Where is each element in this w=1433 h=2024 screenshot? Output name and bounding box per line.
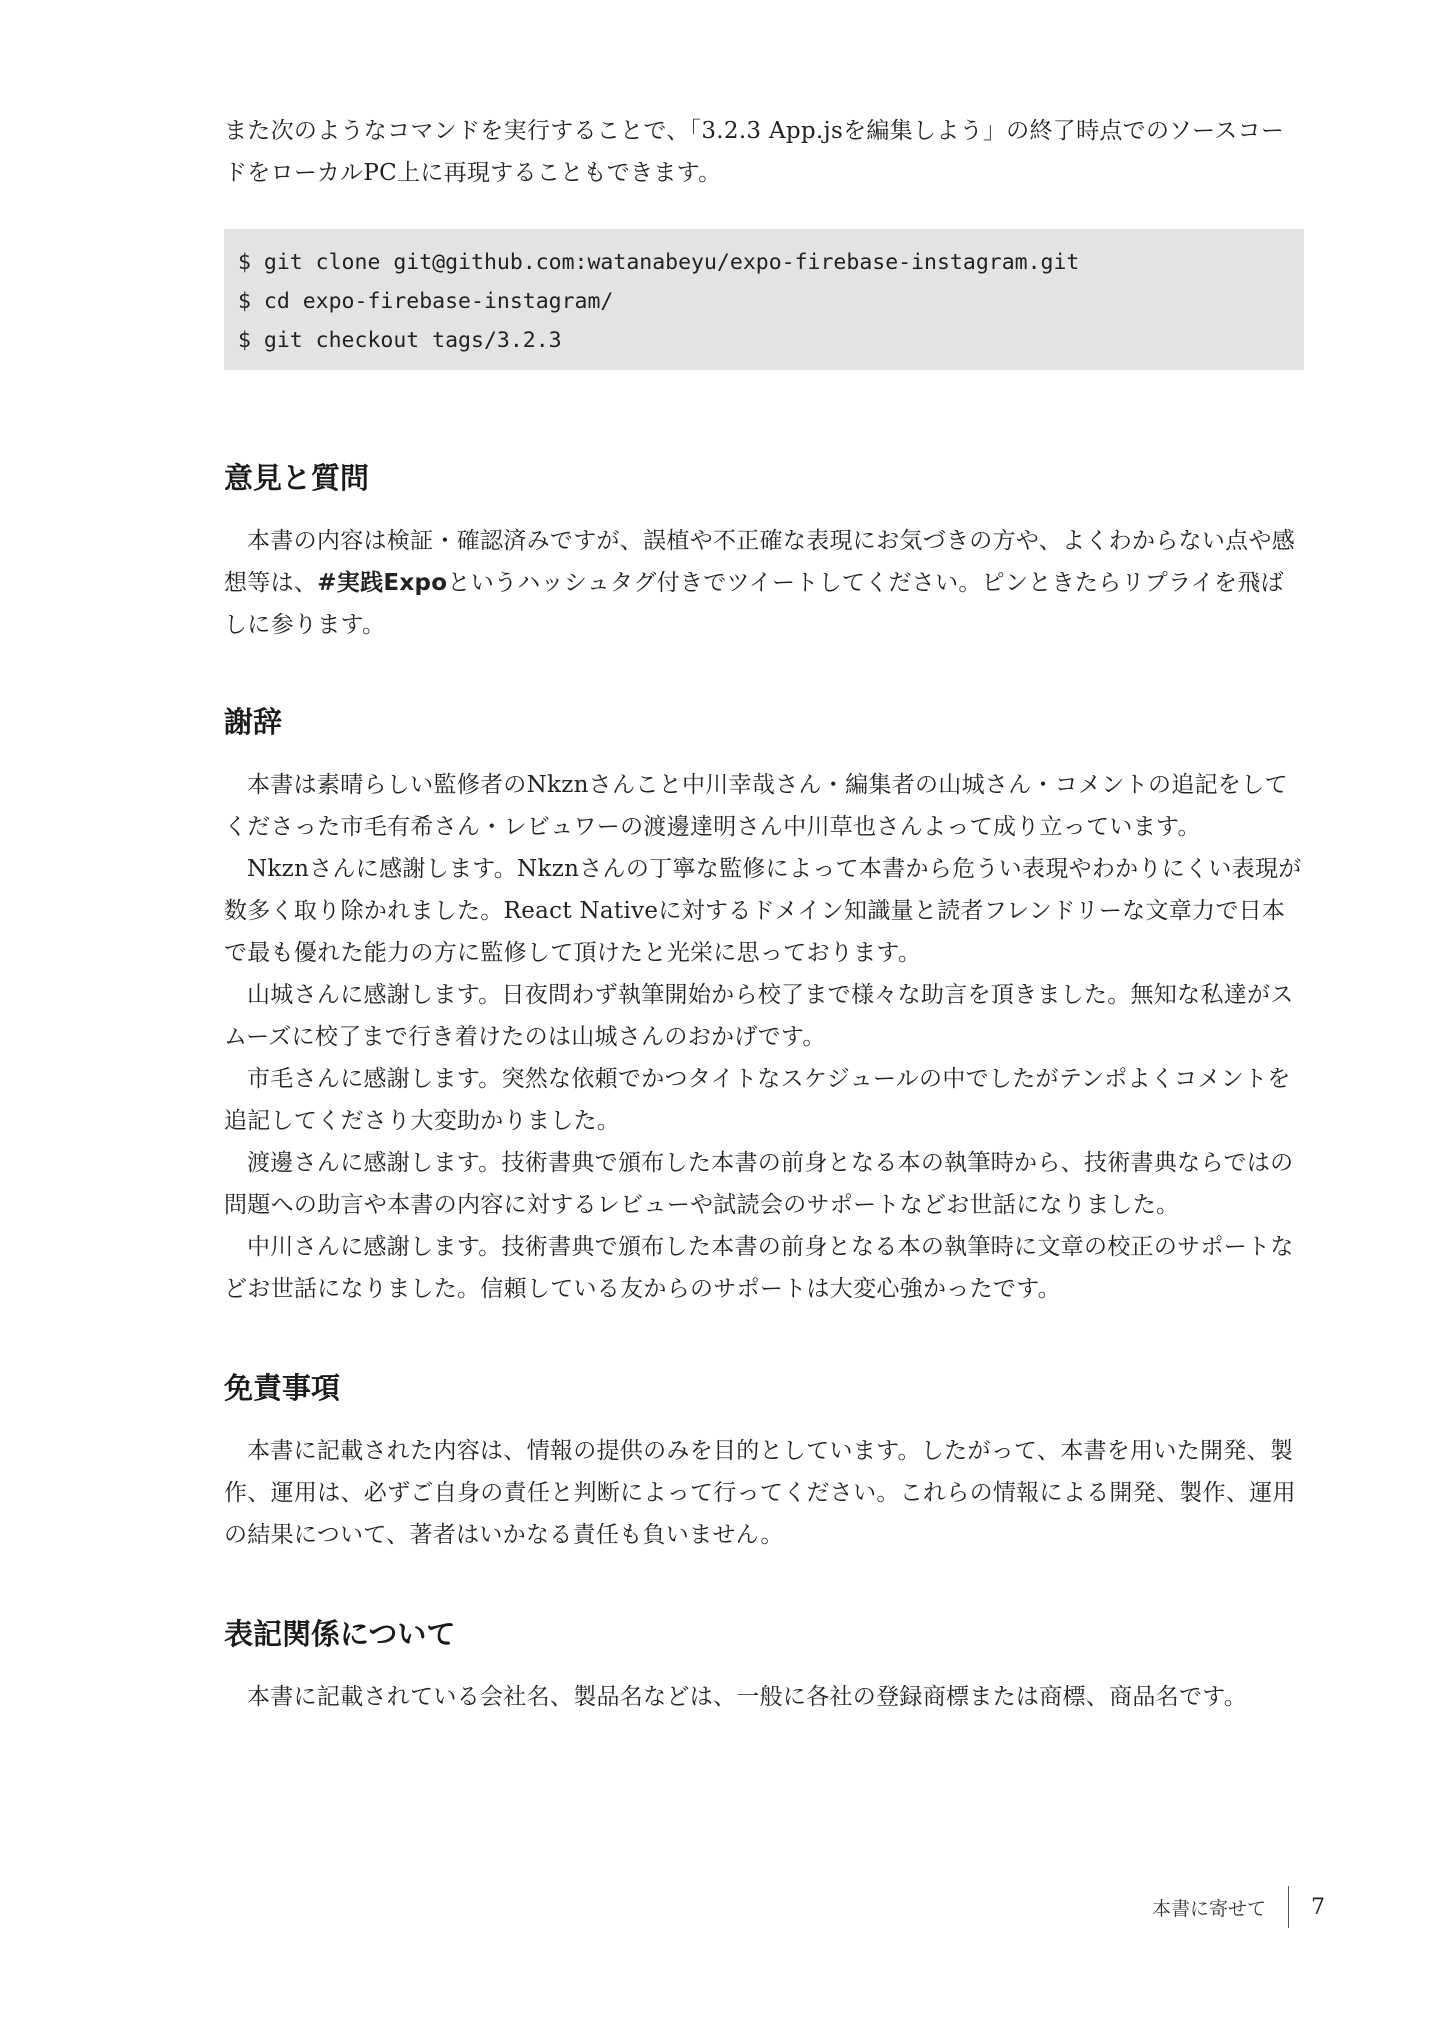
main-content [224, 110, 1304, 1718]
intro-paragraph: また次のようなコマンドを実行することで、「3.2.3 App.jsを編集しよう」の終了時点でのソースコードをローカルPC上に再現することもできます。 [224, 118, 1285, 186]
code-line: $ git clone git@github.com:watanabeyu/expo-firebase-instagram.git [238, 250, 1080, 275]
section-heading-opinion: 意見と質問 [224, 461, 370, 495]
thanks-paragraph: 渡邊さんに感謝します。技術書典で頒布した本書の前身となる本の執筆時から、技術書典ならではの問題への助言や本書の内容に対するレビューや試読会のサポートなどお世話になりました。 [224, 1150, 1294, 1218]
code-line: $ cd expo-firebase-instagram/ [238, 289, 614, 314]
opinion-text-after: というハッシュタグ付きでツイートしてください。ピンときたらリプライを飛ばしに参ります。 [224, 570, 1284, 638]
thanks-paragraph: 本書は素晴らしい監修者のNkznさんこと中川幸哉さん・編集者の山城さん・コメントの追記をしてくださった市毛有希さん・レビュワーの渡邊達明さん中川草也さんよって成り立っています。 [224, 772, 1288, 840]
section-heading-notation: 表記関係について [224, 1617, 456, 1651]
page-footer [1152, 1886, 1325, 1928]
section-heading-thanks: 謝辞 [224, 705, 283, 739]
section-heading-disclaimer: 免責事項 [224, 1371, 341, 1405]
code-line: $ git checkout tags/3.2.3 [238, 328, 562, 353]
opinion-text-before: 本書の内容は検証・確認済みですが、誤植や不正確な表現にお気づきの方や、よくわからない点や感想等は、 [224, 528, 1296, 596]
hashtag: #実践Expo [317, 570, 448, 596]
thanks-paragraph: 市毛さんに感謝します。突然な依頼でかつタイトなスケジュールの中でしたがテンポよくコメントを追記してくださり大変助かりました。 [224, 1066, 1291, 1134]
footer-section-label: 本書に寄せて [1151, 1897, 1266, 1920]
disclaimer-paragraph: 本書に記載された内容は、情報の提供のみを目的としています。したがって、本書を用いた開発、製作、運用は、必ずご自身の責任と判断によって行ってください。これらの情報による開発、製作、運用の結果について、著者はいかなる責任も負いません。 [224, 1438, 1296, 1548]
code-block [224, 229, 1304, 370]
thanks-paragraph: 中川さんに感謝します。技術書典で頒布した本書の前身となる本の執筆時に文章の校正のサポートなどお世話になりました。信頼している友からのサポートは大変心強かったです。 [224, 1234, 1294, 1302]
footer-divider [1288, 1886, 1289, 1928]
thanks-paragraph: 山城さんに感謝します。日夜問わず執筆開始から校了まで様々な助言を頂きました。無知な私達がスムーズに校了まで行き着けたのは山城さんのおかげです。 [224, 982, 1294, 1050]
page-number: 7 [1311, 1894, 1325, 1920]
opinion-paragraph [224, 520, 1304, 646]
thanks-paragraph: Nkznさんに感謝します。Nkznさんの丁寧な監修によって本書から危うい表現やわかりにくい表現が数多く取り除かれました。React Nativeに対するドメイン知識量と読者フレンドリーな文章力で日本で最も優れた能力の方に監修して頂けたと光栄に思っております。 [224, 856, 1302, 966]
notation-paragraph: 本書に記載されている会社名、製品名などは、一般に各社の登録商標または商標、商品名です。 [247, 1684, 1248, 1710]
